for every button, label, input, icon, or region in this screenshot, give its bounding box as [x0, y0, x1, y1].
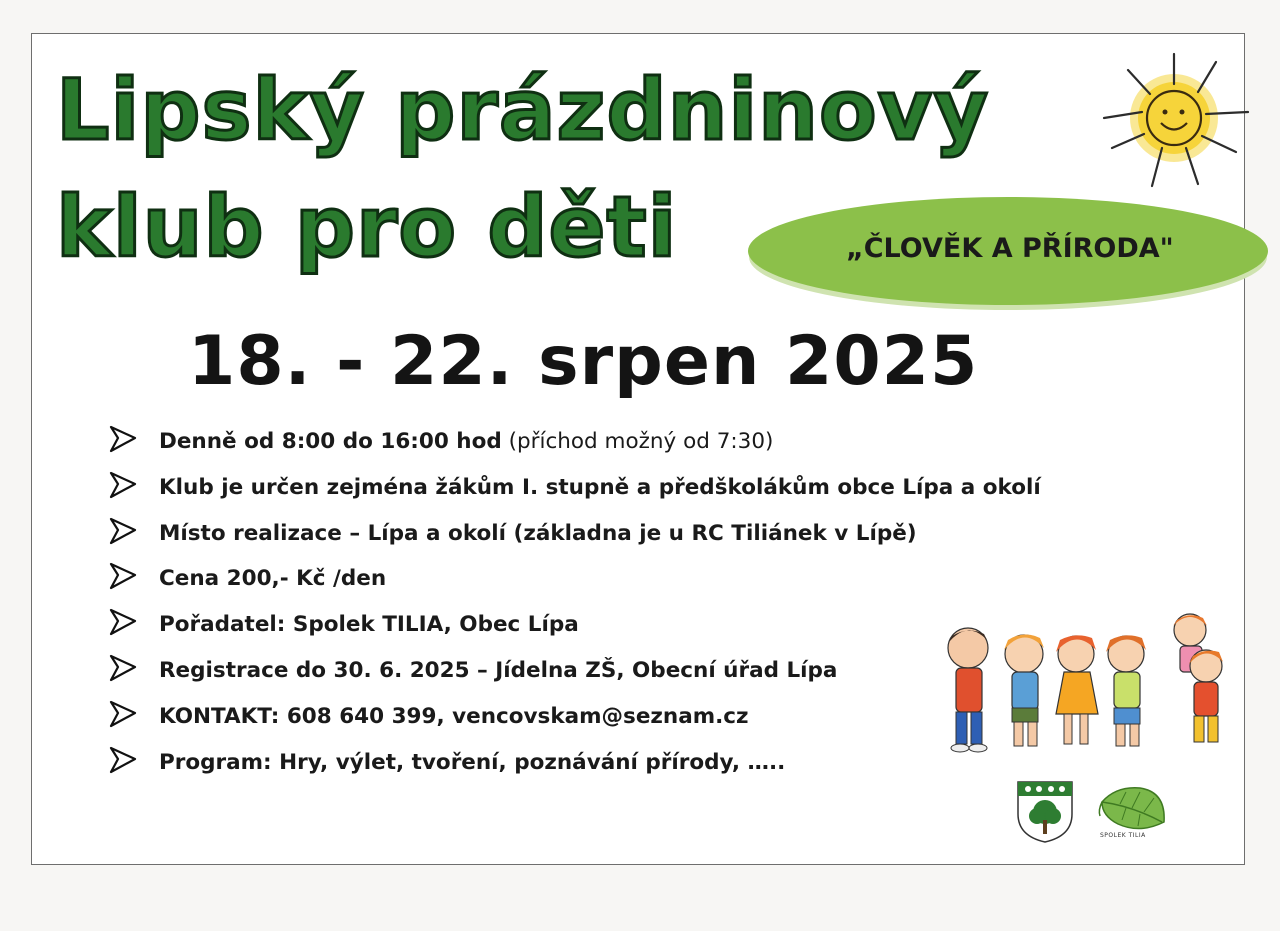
child-figure: [1106, 635, 1146, 746]
arrow-bullet-icon: [108, 607, 138, 637]
arrow-bullet-icon: [108, 745, 138, 775]
children-illustration: [940, 608, 1240, 758]
child-figure: [1189, 650, 1223, 742]
subtitle: „ČLOVĚK A PŘÍRODA": [846, 233, 1174, 264]
child-figure: [1004, 634, 1044, 746]
event-date: 18. - 22. srpen 2025: [188, 322, 979, 401]
child-figure: [948, 628, 988, 752]
tilia-logo-text: SPOLEK TILIA: [1100, 832, 1146, 839]
title-line-1: Lipský prázdninový: [56, 61, 990, 159]
title-line-2: klub pro děti: [56, 178, 678, 276]
child-figure: [1056, 635, 1098, 744]
sun-illustration: [1098, 48, 1254, 194]
arrow-bullet-icon: [108, 516, 138, 546]
arrow-bullet-icon: [108, 561, 138, 591]
municipal-crest-icon: [1016, 780, 1074, 844]
arrow-bullet-icon: [108, 653, 138, 683]
arrow-bullet-icon: [108, 470, 138, 500]
arrow-bullet-icon: [108, 699, 138, 729]
arrow-bullet-icon: [108, 424, 138, 454]
